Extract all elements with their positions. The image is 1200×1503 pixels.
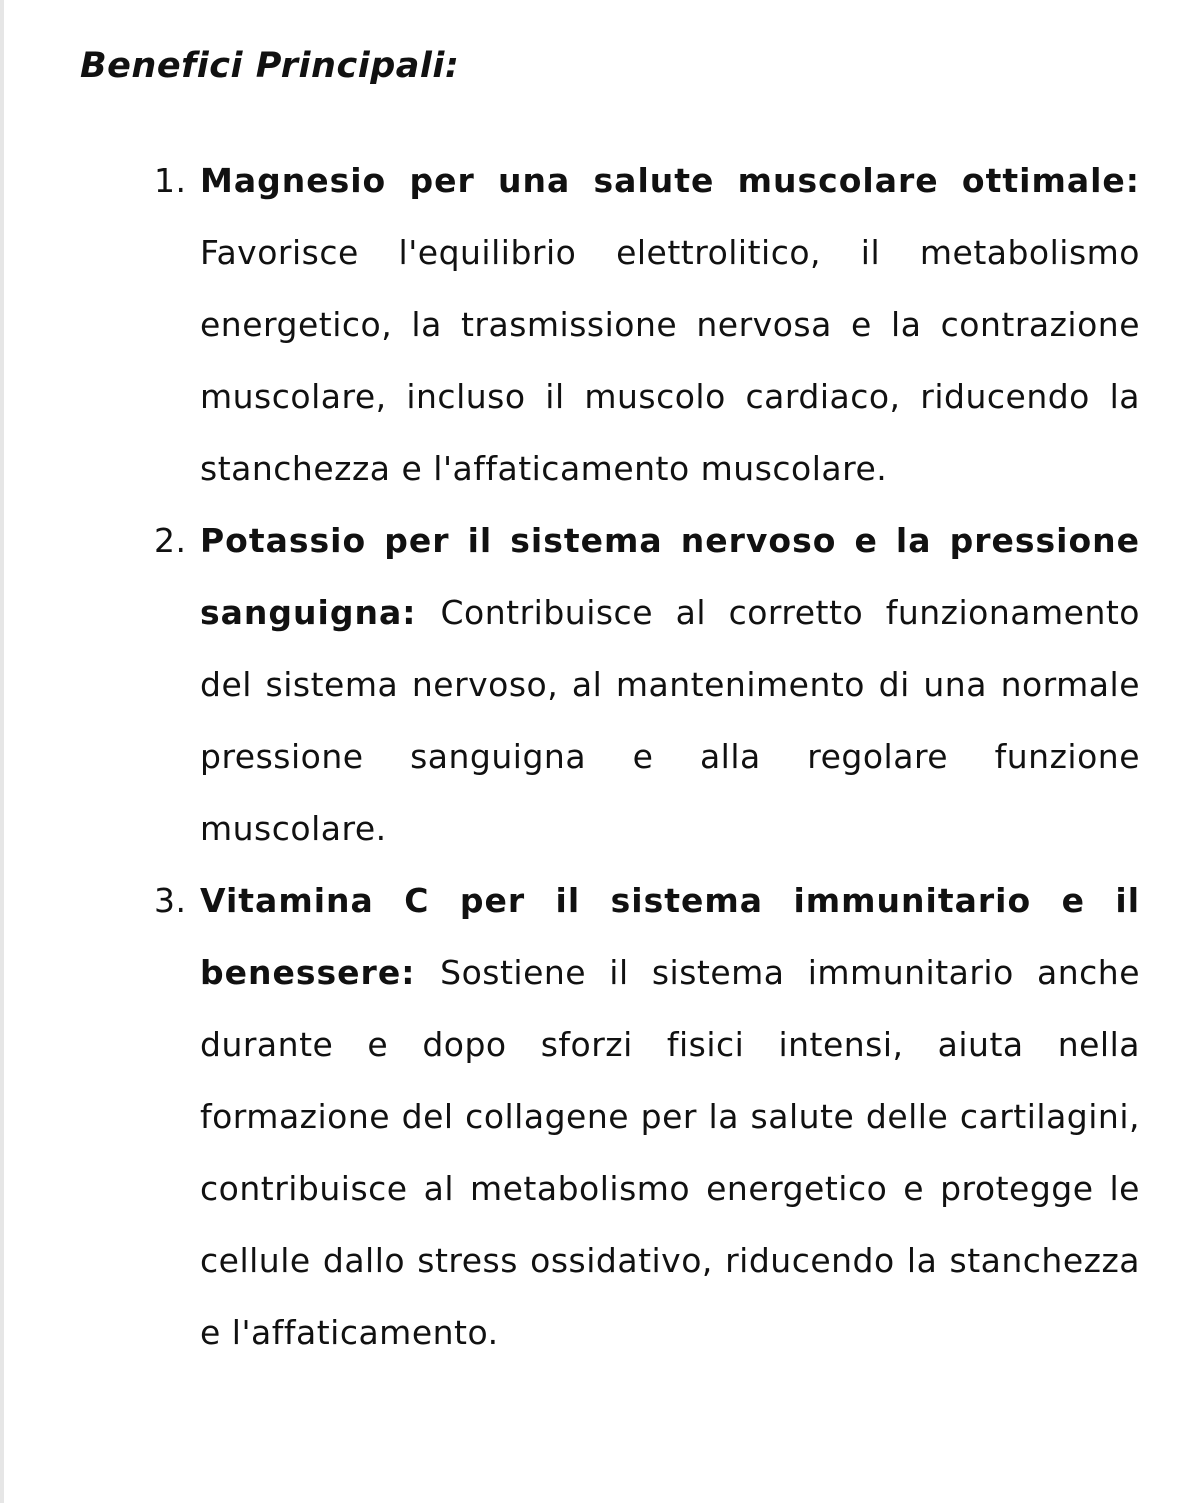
benefit-item-vitamina-c — [154, 865, 1140, 1369]
benefit-item-magnesio — [154, 145, 1140, 505]
benefit-description: Sostiene il sistema immunitario anche durante e dopo sforzi fisici intensi, aiuta nella formazione del collagene per la salute delle cartilagini, contribuisce al metabolismo energetico e protegge le cellule dallo stress ossidativo, riducendo la stanchezza e l'affaticamento. — [200, 953, 1140, 1352]
section-heading: Benefici Principali: — [80, 46, 460, 86]
benefit-item-potassio — [154, 505, 1140, 865]
benefits-section — [80, 38, 1140, 1369]
list-number: 2. — [154, 521, 187, 560]
benefit-title: Magnesio per una salute muscolare ottimale: — [200, 161, 1140, 200]
benefit-description: Favorisce l'equilibrio elettrolitico, il metabolismo energetico, la trasmissione nervosa e la contrazione muscolare, incluso il muscolo cardiaco, riducendo la stanchezza e l'affaticamento muscolare. — [200, 233, 1140, 488]
page-left-border — [0, 0, 4, 1503]
benefit-description: Contribuisce al corretto funzionamento del sistema nervoso, al mantenimento di una normale pressione sanguigna e alla regolare funzione muscolare. — [200, 593, 1140, 848]
list-number: 1. — [154, 161, 187, 200]
benefits-list — [80, 145, 1140, 1369]
benefit-title: Vitamina C per il sistema immunitario e il benessere: — [200, 881, 1140, 992]
list-number: 3. — [154, 881, 187, 920]
benefit-title: Potassio per il sistema nervoso e la pressione sanguigna: — [200, 521, 1140, 632]
